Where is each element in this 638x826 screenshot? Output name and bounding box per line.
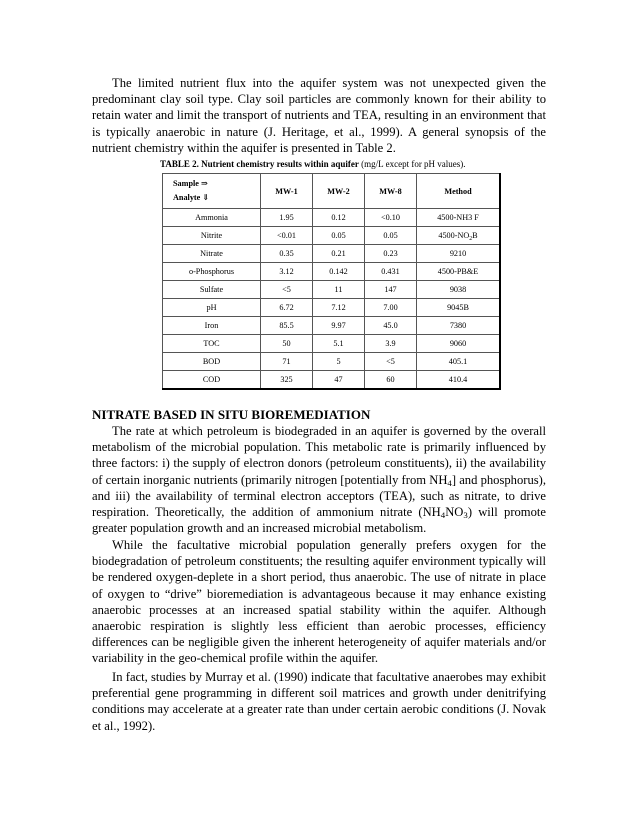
paragraph-facultative xyxy=(92,537,546,667)
table-caption-note: (mg/L except for pH values). xyxy=(358,159,466,169)
subscript: 4 xyxy=(447,477,452,488)
value-cell: 0.12 xyxy=(313,209,365,227)
header-mw8: MW-8 xyxy=(365,174,417,209)
subscript: 3 xyxy=(463,510,468,521)
method-cell: 405.1 xyxy=(417,353,501,371)
paragraph-murray xyxy=(92,669,546,734)
table-row xyxy=(163,371,501,390)
method-cell: 4500-NH3 F xyxy=(417,209,501,227)
table-row xyxy=(163,263,501,281)
method-suffix: B xyxy=(472,231,478,240)
paragraph-text: NO xyxy=(445,505,464,520)
value-cell: 0.35 xyxy=(261,245,313,263)
paragraph-text: In fact, studies by Murray et al. (1990) indicate that facultative anaerobes may exhibit preferential gene programming in different soil matrices and growth under denitrifying conditions may accelerate at a greater rate than under certain aerobic conditions (J. Novak et al., 1992). xyxy=(92,670,546,733)
value-cell: 3.12 xyxy=(261,263,313,281)
table-row xyxy=(163,317,501,335)
value-cell: 3.9 xyxy=(365,335,417,353)
method-cell: 9045B xyxy=(417,299,501,317)
analyte-cell: BOD xyxy=(163,353,261,371)
value-cell: 47 xyxy=(313,371,365,390)
value-cell: 147 xyxy=(365,281,417,299)
value-cell: <0.01 xyxy=(261,227,313,245)
value-cell: 5 xyxy=(313,353,365,371)
table-row xyxy=(163,335,501,353)
value-cell: 9.97 xyxy=(313,317,365,335)
value-cell: 45.0 xyxy=(365,317,417,335)
method-cell xyxy=(417,227,501,245)
table-caption xyxy=(160,159,520,170)
value-cell: 11 xyxy=(313,281,365,299)
table-row xyxy=(163,245,501,263)
method-cell: 9038 xyxy=(417,281,501,299)
method-cell: 410.4 xyxy=(417,371,501,390)
value-cell: 0.21 xyxy=(313,245,365,263)
paragraph-nitrate-rate xyxy=(92,423,546,536)
method-subscript: 2 xyxy=(469,236,473,242)
table-row xyxy=(163,209,501,227)
method-cell: 9060 xyxy=(417,335,501,353)
header-mw2: MW-2 xyxy=(313,174,365,209)
analyte-cell: o-Phosphorus xyxy=(163,263,261,281)
paragraph-text: While the facultative microbial population generally prefers oxygen for the biodegradation of petroleum constituents; the resulting aquifer environment typically will be rendered oxygen-deplete in a short period, thus anaerobic. The use of nitrate in place of oxygen to “drive” bioremediation is advantageous because it may enhance existing anaerobic processes at an increased spatial stability within the aquifer. Although anaerobic respiration is slightly less efficient than aerobic processes, efficiency differences can be negligible given the inherent heterogeneity of aquifer materials and/or variability in the geo-chemical profile within the aquifer. xyxy=(92,538,546,666)
value-cell: 1.95 xyxy=(261,209,313,227)
value-cell: 0.142 xyxy=(313,263,365,281)
method-cell: 7380 xyxy=(417,317,501,335)
header-mw1: MW-1 xyxy=(261,174,313,209)
subscript: 4 xyxy=(440,510,446,521)
analyte-cell: Nitrate xyxy=(163,245,261,263)
value-cell: 0.23 xyxy=(365,245,417,263)
section-heading: NITRATE BASED IN SITU BIOREMEDIATION xyxy=(92,407,371,422)
paragraph-text: ) will promote greater population growth and an increased microbial metabolism. xyxy=(92,505,546,536)
table-row xyxy=(163,299,501,317)
analyte-cell: pH xyxy=(163,299,261,317)
paragraph-intro-text: The limited nutrient flux into the aquifer system was not unexpected given the predominant clay soil type. Clay soil particles are commonly known for their ability to retain water and limit the transport of nutrients and TEA, resulting in an environment that is typically anaerobic in nature (J. Heritage, et al., 1999). A general synopsis of the nutrient chemistry within the aquifer is presented in Table 2. xyxy=(92,76,546,155)
value-cell: 85.5 xyxy=(261,317,313,335)
method-text: 4500-NO xyxy=(438,231,470,240)
corner-analyte-label: Analyte ⇓ xyxy=(173,193,210,202)
analyte-cell: COD xyxy=(163,371,261,390)
analyte-cell: Sulfate xyxy=(163,281,261,299)
analyte-cell: Nitrite xyxy=(163,227,261,245)
corner-sample-label: Sample ⇒ xyxy=(173,179,208,188)
table-row xyxy=(163,227,501,245)
value-cell: 50 xyxy=(261,335,313,353)
table-caption-title: TABLE 2. Nutrient chemistry results within aquifer xyxy=(160,159,359,169)
nutrient-table xyxy=(162,173,501,390)
analyte-cell: TOC xyxy=(163,335,261,353)
header-method: Method xyxy=(417,174,501,209)
analyte-cell: Ammonia xyxy=(163,209,261,227)
table-row xyxy=(163,353,501,371)
value-cell: 7.00 xyxy=(365,299,417,317)
paragraph-intro xyxy=(92,75,546,156)
method-cell: 4500-PB&E xyxy=(417,263,501,281)
method-cell: 9210 xyxy=(417,245,501,263)
value-cell: <5 xyxy=(261,281,313,299)
value-cell: 0.05 xyxy=(365,227,417,245)
value-cell: 71 xyxy=(261,353,313,371)
value-cell: 0.05 xyxy=(313,227,365,245)
value-cell: 60 xyxy=(365,371,417,390)
value-cell: 325 xyxy=(261,371,313,390)
value-cell: 5.1 xyxy=(313,335,365,353)
value-cell: 0.431 xyxy=(365,263,417,281)
value-cell: 7.12 xyxy=(313,299,365,317)
value-cell: <0.10 xyxy=(365,209,417,227)
table-header-row xyxy=(163,174,501,209)
table-corner-header xyxy=(163,174,261,209)
table-row xyxy=(163,281,501,299)
value-cell: 6.72 xyxy=(261,299,313,317)
analyte-cell: Iron xyxy=(163,317,261,335)
value-cell: <5 xyxy=(365,353,417,371)
paragraph-text: The rate at which petroleum is biodegraded in an aquifer is governed by the overall metabolism of the microbial population. This metabolic rate is primarily influenced by three factors: i) the supply of electron donors (petroleum constituents), ii) the availability of certain inorganic nutrients (primarily nitrogen [potentially from NH xyxy=(92,424,546,487)
paragraph-text: ] and phosphorus), and iii) the availability of terminal electron acceptors (TEA), such as nitrate, to drive respiration. Theoretically, the addition of ammonium nitrate (NH xyxy=(92,472,546,520)
